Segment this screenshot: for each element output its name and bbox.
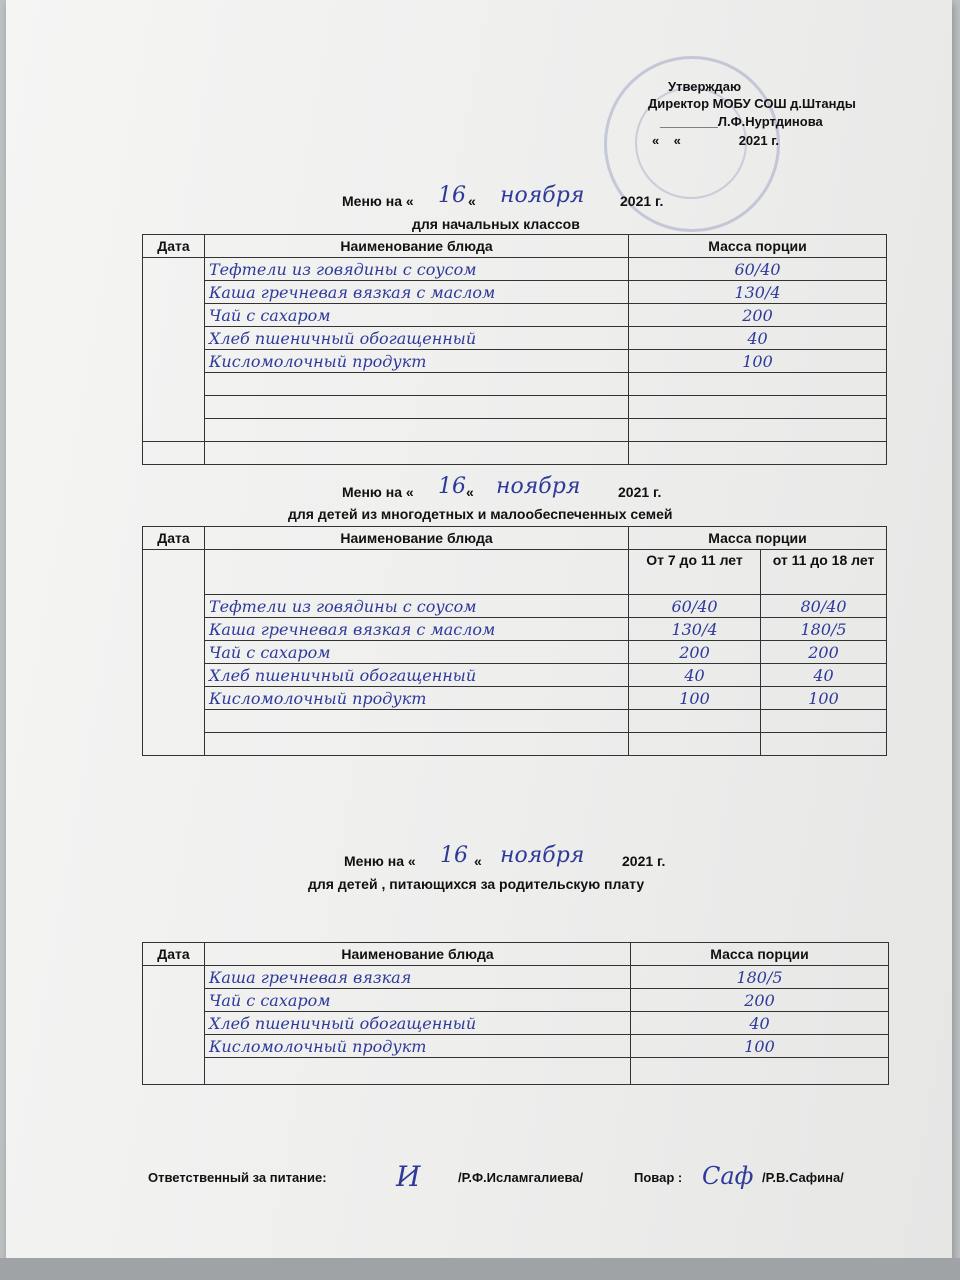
- menu2-mass-7-11: 130/4: [629, 618, 761, 641]
- menu2-mass-11-18: 100: [761, 687, 887, 710]
- table-row: [143, 595, 887, 618]
- table-row: [143, 1035, 889, 1058]
- menu2-dish: Тефтели из говядины с соусом: [205, 595, 629, 618]
- table-row: [143, 373, 887, 396]
- menu3-subtitle: для детей , питающихся за родительскую плату: [308, 876, 645, 892]
- table-row: [143, 966, 889, 989]
- menu3-dish: Чай с сахаром: [205, 989, 631, 1012]
- approval-date: « « 2021 г.: [652, 133, 779, 148]
- menu2-month: ноября: [496, 474, 581, 499]
- menu2-table: [142, 526, 887, 756]
- menu3-month: ноября: [500, 843, 585, 868]
- table-row: [143, 989, 889, 1012]
- menu1-mid: «: [468, 193, 476, 209]
- table-row: [143, 710, 887, 733]
- menu3-header-mass: Масса порции: [631, 943, 889, 966]
- menu1-table: [142, 234, 887, 465]
- menu1-header-dish: Наименование блюда: [205, 235, 629, 258]
- table-row: [143, 687, 887, 710]
- table-row: [143, 1058, 889, 1085]
- menu2-dish: Кисломолочный продукт: [205, 687, 629, 710]
- menu3-prefix: Меню на «: [344, 853, 416, 869]
- approval-position: Директор МОБУ СОШ д.Штанды: [648, 96, 856, 111]
- menu1-dish: Каша гречневая вязкая с маслом: [205, 281, 629, 304]
- menu1-month: ноября: [500, 183, 585, 208]
- menu3-dish: Кисломолочный продукт: [205, 1035, 631, 1058]
- table-row: [143, 350, 887, 373]
- responsible-name: /Р.Ф.Исламгалиева/: [458, 1170, 584, 1185]
- menu2-mass-11-18: 80/40: [761, 595, 887, 618]
- menu3-date-cell: [143, 966, 205, 1085]
- table-row: [143, 1012, 889, 1035]
- menu2-mass-11-18: 40: [761, 664, 887, 687]
- menu2-dish: Каша гречневая вязкая с маслом: [205, 618, 629, 641]
- menu1-header-date: Дата: [143, 235, 205, 258]
- responsible-signature: И: [396, 1160, 421, 1193]
- menu3-header-date: Дата: [143, 943, 205, 966]
- menu3-dish: Хлеб пшеничный обогащенный: [205, 1012, 631, 1035]
- menu3-table: [142, 942, 889, 1085]
- menu1-day: 16: [438, 183, 466, 208]
- menu1-year: 2021 г.: [620, 193, 664, 209]
- menu2-subtitle: для детей из многодетных и малообеспеченных семей: [288, 506, 673, 522]
- table-row: [143, 258, 887, 281]
- menu2-mid: «: [466, 484, 474, 500]
- menu2-header-age2: от 11 до 18 лет: [761, 550, 887, 595]
- document-page: [6, 0, 952, 1262]
- table-row: [143, 327, 887, 350]
- menu1-mass: 40: [629, 327, 887, 350]
- table-row: [143, 419, 887, 442]
- menu2-mass-7-11: 60/40: [629, 595, 761, 618]
- menu2-year: 2021 г.: [618, 484, 662, 500]
- menu2-header-dish: Наименование блюда: [205, 527, 629, 550]
- menu1-header-mass: Масса порции: [629, 235, 887, 258]
- approval-word: Утверждаю: [668, 79, 742, 94]
- menu1-prefix: Меню на «: [342, 193, 414, 209]
- menu2-date-cell: [143, 550, 205, 756]
- menu3-mid: «: [474, 853, 482, 869]
- menu1-dish: Кисломолочный продукт: [205, 350, 629, 373]
- menu3-header-dish: Наименование блюда: [205, 943, 631, 966]
- menu1-subtitle: для начальных классов: [412, 216, 580, 232]
- menu2-header-date: Дата: [143, 527, 205, 550]
- menu1-mass: 100: [629, 350, 887, 373]
- table-row: [143, 281, 887, 304]
- menu2-prefix: Меню на «: [342, 484, 414, 500]
- menu2-header-mass: Масса порции: [629, 527, 887, 550]
- cook-signature: Саф: [702, 1162, 754, 1190]
- menu1-mass: 130/4: [629, 281, 887, 304]
- cook-name: /Р.В.Сафина/: [762, 1170, 844, 1185]
- menu2-mass-11-18: 180/5: [761, 618, 887, 641]
- table-row: [143, 304, 887, 327]
- menu3-mass: 100: [631, 1035, 889, 1058]
- table-row: [143, 618, 887, 641]
- menu3-year: 2021 г.: [622, 853, 666, 869]
- menu1-dish: Хлеб пшеничный обогащенный: [205, 327, 629, 350]
- menu3-mass: 180/5: [631, 966, 889, 989]
- menu3-mass: 40: [631, 1012, 889, 1035]
- cook-label: Повар :: [634, 1170, 683, 1185]
- background-surface: [0, 1258, 960, 1280]
- table-row: [143, 664, 887, 687]
- menu2-dish: Чай с сахаром: [205, 641, 629, 664]
- approval-signature: ________Л.Ф.Нуртдинова: [660, 114, 823, 129]
- responsible-label: Ответственный за питание:: [148, 1170, 327, 1185]
- menu2-mass-7-11: 200: [629, 641, 761, 664]
- table-row: [143, 733, 887, 756]
- menu1-date-cell: [143, 258, 205, 442]
- menu1-dish: Тефтели из говядины с соусом: [205, 258, 629, 281]
- menu3-dish: Каша гречневая вязкая: [205, 966, 631, 989]
- menu1-mass: 60/40: [629, 258, 887, 281]
- menu2-day: 16: [438, 474, 466, 499]
- menu2-mass-11-18: 200: [761, 641, 887, 664]
- menu2-dish: Хлеб пшеничный обогащенный: [205, 664, 629, 687]
- table-row: [143, 396, 887, 419]
- table-row: [143, 442, 887, 465]
- menu2-mass-7-11: 40: [629, 664, 761, 687]
- menu2-mass-7-11: 100: [629, 687, 761, 710]
- menu1-mass: 200: [629, 304, 887, 327]
- menu3-mass: 200: [631, 989, 889, 1012]
- menu1-dish: Чай с сахаром: [205, 304, 629, 327]
- menu2-header-age1: От 7 до 11 лет: [629, 550, 761, 595]
- table-row: [143, 641, 887, 664]
- menu3-day: 16: [440, 843, 468, 868]
